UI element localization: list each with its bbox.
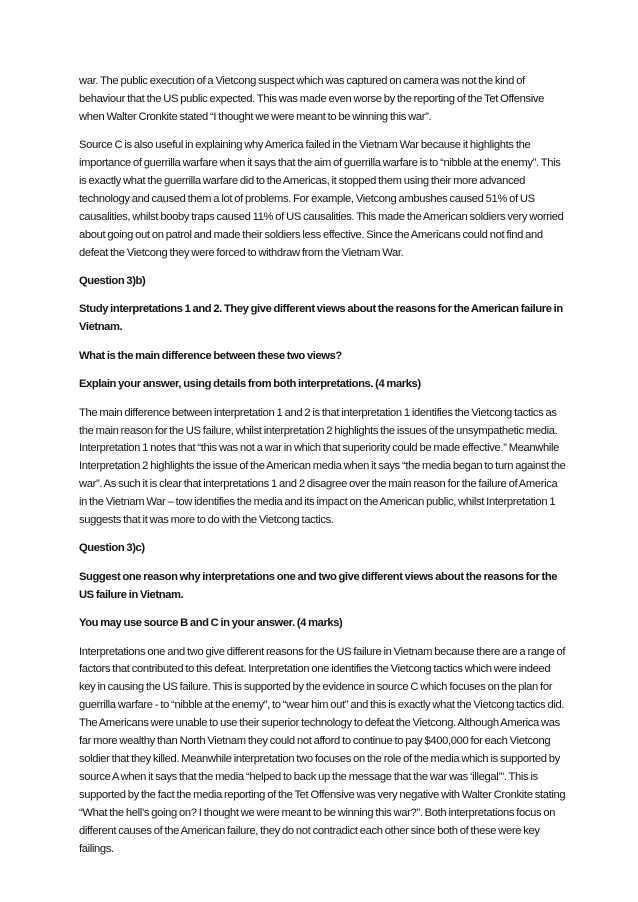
question-3b-prompt: Study interpretations 1 and 2. They give different views about the reasons for the American failure in Vietnam. <box>79 303 563 334</box>
question-3c-prompt: Suggest one reason why interpretations one and two give different views about the reasons for the US failure in Vietnam. <box>79 570 558 601</box>
paragraph-source-a-conclusion: war. The public execution of a Vietcong suspect which was captured on camera was not the kind of behaviour that the US public expected. This was made even worse by the reporting of the Tet Offensive when Walter Cronkite stated “I thought we were meant to be winning this war”. <box>79 75 545 123</box>
heading-question-3c: Question 3)c) <box>79 542 145 555</box>
answer-3c: Interpretations one and two give different reasons for the US failure in Vietnam because there are a range of factors that contributed to this defeat. Interpretation one identifies the Vietcong tactics which were indeed key in causing the US failure. This is supported by the evidence in source C which focuses on the plan for guerrilla warfare - to “nibble at the enemy”, to “wear him out” and this is exactly what the Vietcong tactics did. The Americans were unable to use their superior technology to defeat the Vietcong. Although America was far more wealthy than North Vietnam they could not afford to continue to pay $400,000 for each Vietcong soldier that they killed. Meanwhile interpretation two focuses on the role of the media which is supported by source A when it says that the media “helped to back up the message that the war was ‘illegal’”. This is supported by the fact the media reporting of the Tet Offensive was very negative with Walter Cronkite stating “What the hell’s going on? I thought we were meant to be winning this war?”. Both interpretations focus on different causes of the American failure, they do not contradict each other since both of these were key failings. <box>79 645 566 855</box>
document-body <box>79 73 567 869</box>
paragraph-source-c: Source C is also useful in explaining why America failed in the Vietnam War because it highlights the importance of guerrilla warfare when it says that the aim of guerrilla warfare is to “nibble at the enemy”. This is exactly what the guerrilla warfare did to the Americas, it stopped them using their more advanced technology and caused them a lot of problems. For example, Vietcong ambushes caused 51% of US causalities, whilst booby traps caused 11% of US causalities. This made the American soldiers very worried about going out on patrol and made their soldiers less effective. Since the Americans could not find and defeat the Vietcong they were forced to withdraw from the Vietnam War. <box>79 139 564 259</box>
question-3b-instruction: Explain your answer, using details from both interpretations. (4 marks) <box>79 378 421 391</box>
question-3b-subprompt: What is the main difference between these two views? <box>79 349 342 362</box>
answer-3b: The main difference between interpretation 1 and 2 is that interpretation 1 identifies the Vietcong tactics as the main reason for the US failure, whilst interpretation 2 highlights the issues of the unsympathetic media. Interpretation 1 notes that “this was not a war in which that superiority could be made effective.” Meanwhile Interpretation 2 highlights the issue of the American media when it says “the media began to turn against the war”. As such it is clear that interpretations 1 and 2 disagree over the main reason for the failure of America in the Vietnam War – tow identifies the media and its impact on the American public, whilst Interpretation 1 suggests that it was more to do with the Vietcong tactics. <box>79 406 566 527</box>
question-3c-instruction: You may use source B and C in your answer. (4 marks) <box>79 617 343 630</box>
heading-question-3b: Question 3)b) <box>79 275 146 288</box>
